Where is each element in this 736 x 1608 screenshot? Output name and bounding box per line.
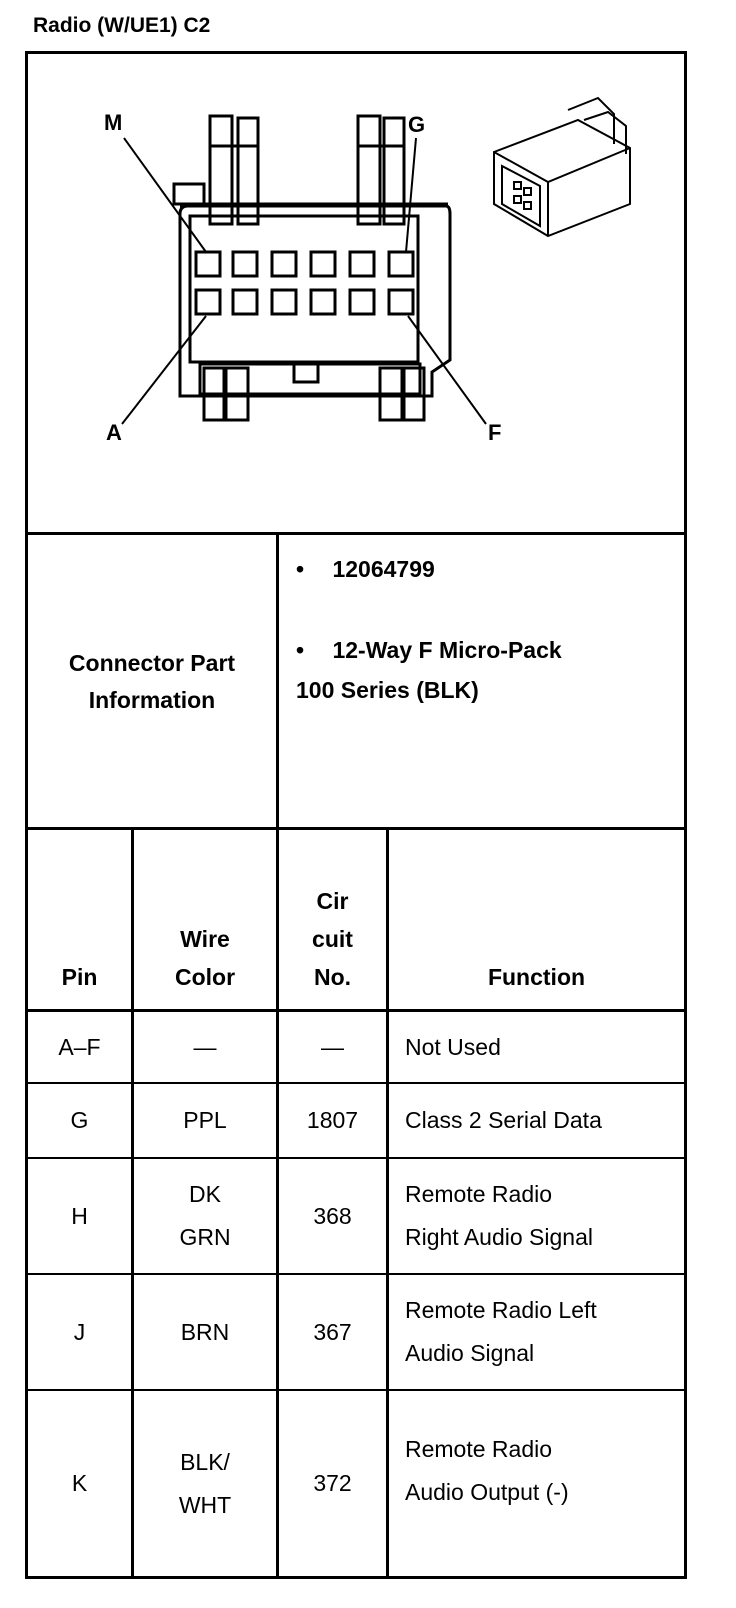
cell-function: Not Used [405, 1033, 501, 1060]
cell-function-line2: Audio Signal [405, 1340, 535, 1366]
cell-function-line2: Audio Output (-) [405, 1479, 569, 1505]
cell-pin: J [73, 1318, 86, 1345]
cell-wire: — [193, 1033, 217, 1060]
cell-wire [134, 1159, 276, 1273]
cell-wire-line2: WHT [178, 1491, 232, 1518]
cell-function [405, 1391, 684, 1551]
bullet-icon: • [296, 556, 305, 582]
divider-col-circuit [386, 829, 389, 1579]
cell-function: Class 2 Serial Data [405, 1107, 602, 1133]
connector-info-label-line1: Connector Part [68, 650, 236, 676]
cell-circuit: — [321, 1033, 344, 1060]
cell-circuit: 368 [313, 1202, 352, 1229]
cell-wire-line1: DK [189, 1181, 221, 1207]
cell-function-line1: Remote Radio Left [405, 1297, 597, 1323]
cell-wire-line1: BLK/ [180, 1448, 230, 1475]
cell-pin: A–F [58, 1033, 101, 1060]
cell-wire: BRN [180, 1318, 230, 1345]
header-circuit [279, 882, 386, 996]
cell-pin: H [71, 1202, 88, 1229]
cell-wire [134, 1391, 276, 1576]
bullet-icon: • [296, 637, 305, 663]
cell-function [405, 1275, 684, 1389]
description-item [296, 630, 562, 710]
cell-circuit: 1807 [306, 1107, 359, 1133]
connector-info-label [28, 536, 276, 828]
label-pin-g: G [408, 112, 426, 137]
header-circuit-line1: Cir [316, 888, 349, 914]
part-number: 12064799 [332, 556, 435, 582]
description-line2: 100 Series (BLK) [296, 677, 479, 703]
connector-info-label-line2: Information [88, 687, 216, 713]
connector-face-drawing [28, 54, 684, 534]
connector-diagram [28, 54, 684, 534]
cell-function-line1: Remote Radio [405, 1181, 553, 1207]
cell-pin: G [70, 1107, 89, 1133]
part-number-item [296, 556, 435, 583]
header-circuit-line2: cuit [312, 926, 353, 952]
header-wire-color [134, 920, 276, 996]
cell-circuit: 367 [313, 1318, 352, 1345]
cell-function-line2: Right Audio Signal [405, 1224, 593, 1250]
page-title: Radio (W/UE1) C2 [33, 14, 211, 37]
cell-wire-line2: GRN [179, 1224, 231, 1250]
label-pin-a: A [106, 420, 122, 445]
description-line1: 12-Way F Micro-Pack [332, 637, 562, 663]
label-pin-f: F [488, 420, 502, 445]
cell-function-line1: Remote Radio [405, 1436, 553, 1462]
header-function: Function [487, 964, 586, 990]
header-wire-line1: Wire [180, 926, 230, 952]
header-wire-line2: Color [174, 964, 236, 990]
connector-info-values [280, 536, 684, 828]
cell-wire: PPL [183, 1107, 227, 1133]
header-pin: Pin [61, 964, 98, 990]
cell-circuit: 372 [313, 1470, 352, 1496]
cell-function [405, 1159, 684, 1273]
cell-pin: K [71, 1470, 88, 1496]
label-pin-m: M [104, 110, 123, 135]
header-circuit-line3: No. [313, 964, 352, 990]
